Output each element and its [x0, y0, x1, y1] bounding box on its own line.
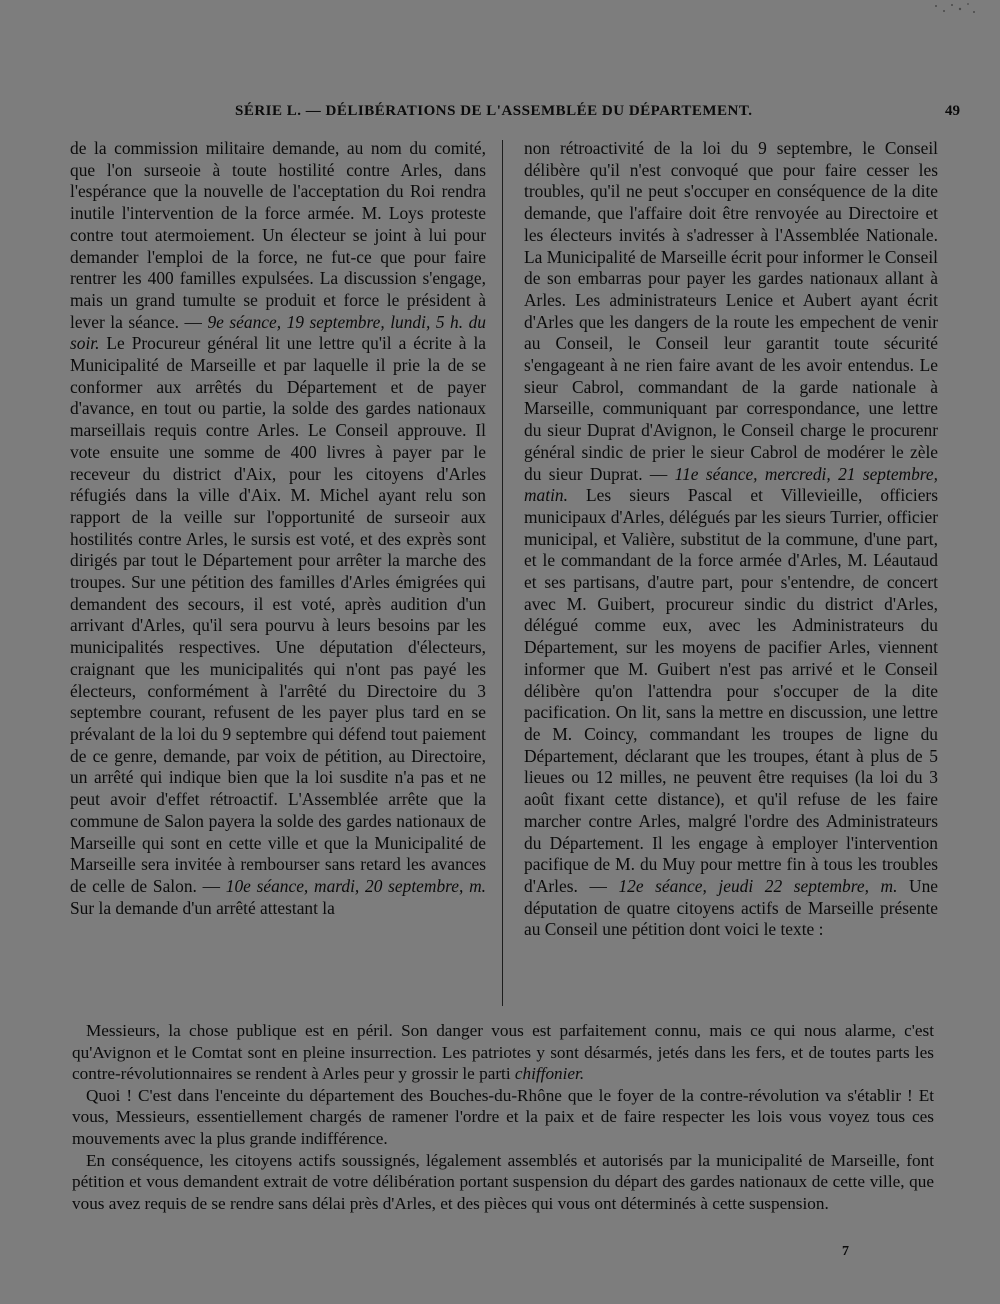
scan-noise-mark: [932, 2, 978, 16]
right-paragraph-1: non rétroactivité de la loi du 9 septembre, le Conseil délibère qu'il n'est convoqué que pour faire cesser les troubles, qu'il ne peut s'occuper en conséquence de la dite demande, que l'affaire doit être renvoyée au Directoire et les électeurs invités à s'adresser à l'Assemblée Nationale. La Municipalité de Marseille écrit pour informer le Conseil de son embarras pour payer les gardes nationaux allant à Arles. Les administrateurs Lenice et Aubert ayant écrit d'Arles que les dangers de la route les empechent de venir au Conseil, le Conseil leur garantit toute sécurité s'engageant à ne rien faire avant de les avoir entendus. Le sieur Cabrol, commandant de la garde nationale à Marseille, communiquant par correspondance, une lettre du sieur Duprat d'Avignon, le Conseil charge le procurenr général sindic de prier le sieur Cabrol de modérer le zèle du sieur Duprat. —: [524, 138, 938, 484]
petition-text: [72, 1020, 934, 1214]
session-10-label: 10e séance, mardi, 20 septembre, m.: [225, 875, 486, 896]
right-paragraph-2: Les sieurs Pascal et Villevieille, officiers municipaux d'Arles, délégués par les sieurs Turrier, officier municipal, et Valière, substitut de la commune, d'une part, et le commandant de la force armée d'Arles, M. Léautaud et ses partisans, d'autre part, pour s'entendre, de concert avec M. Guibert, procureur sindic du district d'Arles, délégué comme eux, avec les Administrateurs du Département, sur les moyens de pacifier Arles, viennent informer que M. Guibert n'est pas arrivé et le Conseil délibère qu'on l'attendra pour s'occuper de la dite pacification. On lit, sans la mettre en discussion, une lettre de M. Coincy, commandant les troupes de ligne du Département, déclarant que les troupes, étant à plus de 5 lieues ou 12 milles, ne peuvent être requises (la loi du 3 août fixant cette distance), et qu'il refuse de les faire marcher contre Arles, malgré l'ordre des Administrateurs du Département. Il les engage à employer l'intervention pacifique de M. du Muy pour mettre fin à tous les troubles d'Arles. —: [524, 485, 938, 896]
petition-paragraph-2: Quoi ! C'est dans l'enceinte du département des Bouches-du-Rhône que le foyer de la contre-révolution va s'établir ! Et vous, Messieurs, essentiellement chargés de ramener l'ordre et la paix et de faire respecter les lois vous voyez tous ces mouvements avec la plus grande indifférence.: [72, 1085, 934, 1148]
left-column: [70, 138, 486, 919]
session-11-label: 11e séance, mercredi, 21 septembre, matin.: [524, 463, 938, 506]
column-divider: [502, 140, 503, 1006]
petition-paragraph-3: En conséquence, les citoyens actifs soussignés, légalement assemblés et autorisés par la municipalité de Marseille, font pétition et vous demandent extrait de votre délibération portant suspension du départ des gardes nationaux de cette ville, que vous avez requis de se rendre sans délai près d'Arles, et des pièces qui vous ont déterminés à cette suspension.: [72, 1150, 934, 1213]
petition-paragraph-1: [72, 1020, 934, 1085]
left-paragraph-3: Sur la demande d'un arrêté attestant la: [70, 897, 335, 918]
left-paragraph-1: de la commission militaire demande, au nom du comité, que l'on surseoie à toute hostilité contre Arles, dans l'espérance que la nouvelle de l'acceptation du Roi rendra inutile l'intervention de la force armée. M. Loys proteste contre tout atermoiement. Un électeur se joint à lui pour demander l'emploi de la force, ne fut-ce que pour faire rentrer les 400 familles expulsées. La discussion s'engage, mais un grand tumulte se produit et force le président à lever la séance. —: [70, 138, 486, 332]
petition-paragraph-1-text: Messieurs, la chose publique est en péril. Son danger vous est parfaitement connu, mais ce qui nous alarme, c'est qu'Avignon et le Comtat sont en pleine insurrection. Les patriotes y sont désarmés, jetés dans les fers, et de toutes parts les contre-révolutionnaires se rendent à Arles peur y grossir le parti: [72, 1021, 934, 1084]
right-paragraph-3: Une députation de quatre citoyens actifs de Marseille présente au Conseil une pétition dont voici le texte :: [524, 875, 939, 940]
session-12-label: 12e séance, jeudi 22 septembre, m.: [618, 875, 898, 896]
petition-italic-word: chiffonier.: [514, 1064, 585, 1084]
left-paragraph-2: Le Procureur général lit une lettre qu'il a écrite à la Municipalité de Marseille et par laquelle il prie la de se conformer aux arrêtés du Département et de payer d'avance, en tout ou partie, la solde des gardes nationaux marseillais requis contre Arles. Le Conseil approuve. Il vote ensuite une somme de 400 livres à payer par le receveur du district d'Aix, pour les citoyens d'Arles réfugiés dans la ville d'Aix. M. Michel ayant relu son rapport de la veille sur l'opportunité de surseoir aux hostilités contre Arles, le sursis est voté, et des exprès sont dirigés par tout le Département pour arrêter la marche des troupes. Sur une pétition des familles d'Arles émigrées qui demandent des secours, il est voté, après audition d'un arrivant d'Arles, qu'il sera pourvu à leurs besoins par les municipalités respectives. Une députation d'électeurs, craignant que les municipalités qui n'ont pas payé les électeurs, conformément à l'arrêté du Directoire du 3 septembre courant, refusent de les payer plus tard en se prévalant de la loi du 9 septembre qui défend tout paiement de ce genre, demande, par voix de pétition, au Directoire, un arrêté qui indique bien que la loi susdite n'a pas et ne peut avoir d'effet rétroactif. L'Assemblée arrête que la commune de Salon payera la solde des gardes nationaux de Marseille qui sont en cette ville et que la Municipalité de Marseille sera invitée à rembourser sans retard les avances de celle de Salon. —: [70, 333, 486, 896]
signature-mark: 7: [842, 1244, 849, 1259]
page-header: [60, 103, 960, 127]
session-9-label: 9e séance, 19 septembre, lundi, 5 h. du soir.: [70, 311, 486, 354]
running-title: SÉRIE L. — DÉLIBÉRATIONS DE L'ASSEMBLÉE DU DÉPARTEMENT.: [235, 103, 753, 119]
page-number: 49: [945, 103, 960, 119]
right-column: [524, 138, 938, 941]
